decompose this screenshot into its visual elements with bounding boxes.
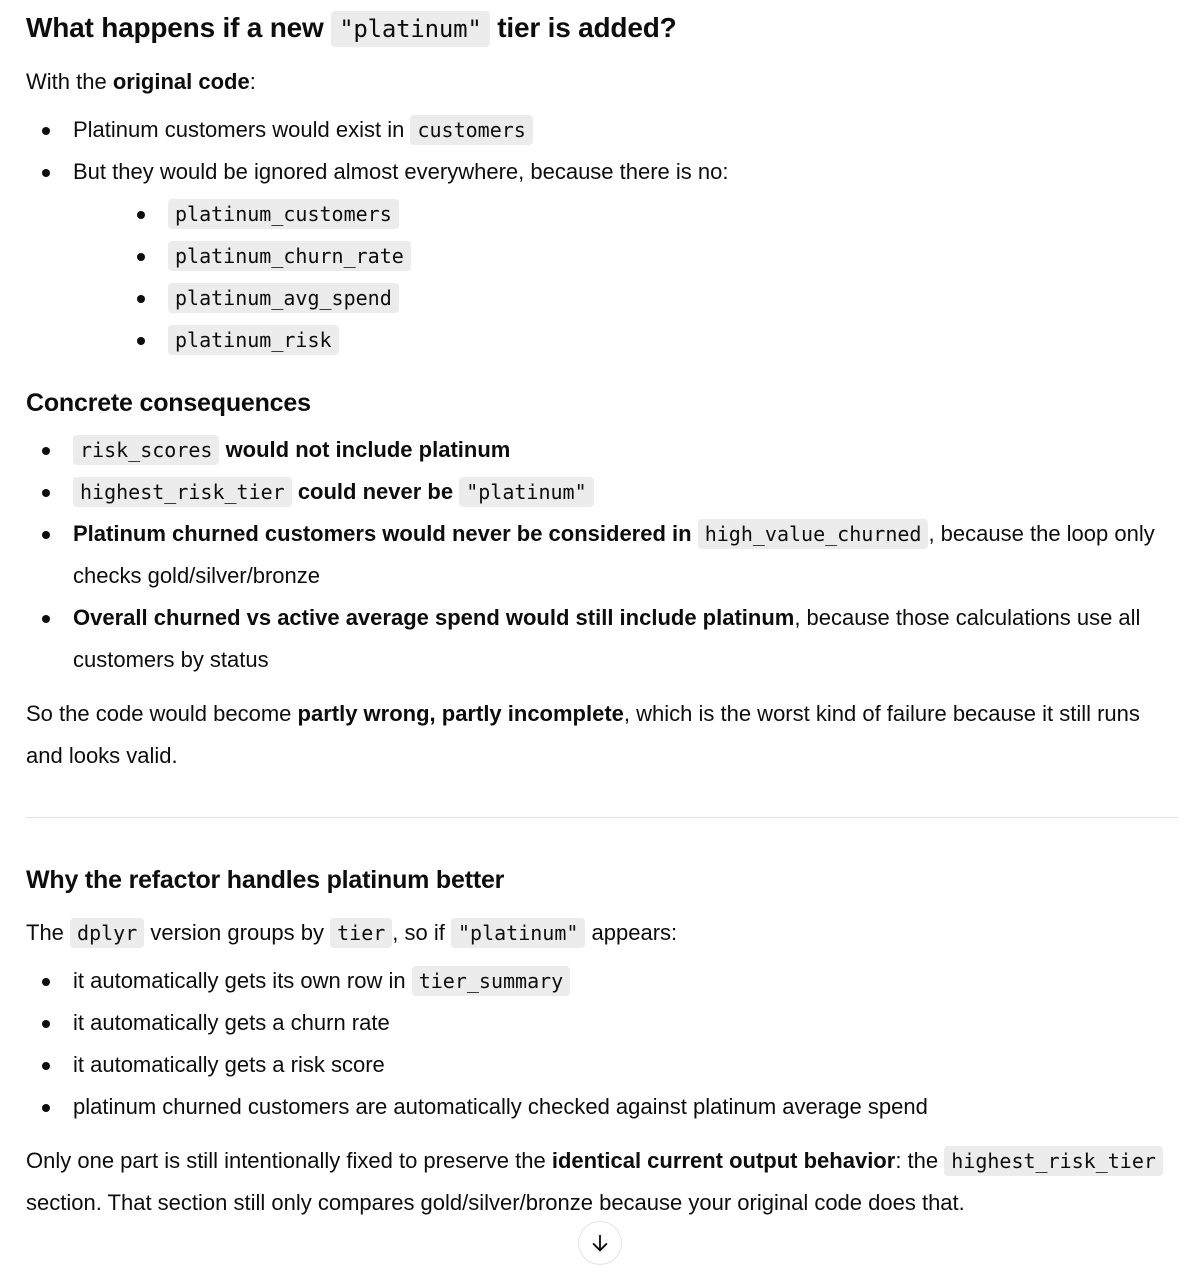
list-item: risk_scores would not include platinum	[26, 429, 1178, 471]
list-item	[73, 277, 1178, 319]
list-item: Platinum churned customers would never be considered in high_value_churned , because the loop only checks gold/silver/bronze	[26, 513, 1178, 597]
list-item: it automatically gets a risk score	[26, 1044, 1178, 1086]
inline-code: "platinum"	[451, 918, 585, 948]
heading-concrete-consequences: Concrete consequences	[26, 389, 311, 417]
list-item: it automatically gets a churn rate	[26, 1002, 1178, 1044]
inline-code: platinum_customers	[168, 199, 399, 229]
list-item: But they would be ignored almost everywhere, because there is no: platinum_customers platinum_churn_rate platinum_avg_spend platinum_risk	[26, 151, 1178, 361]
inline-code: platinum_risk	[168, 325, 339, 355]
list-item: platinum churned customers are automatically checked against platinum average spend	[26, 1086, 1178, 1128]
list-item	[73, 319, 1178, 361]
nested-bullet-list	[73, 193, 1178, 361]
inline-code: dplyr	[70, 918, 144, 948]
inline-code: "platinum"	[459, 477, 593, 507]
arrow-down-icon	[589, 1232, 611, 1254]
list-item: Overall churned vs active average spend would still include platinum, because those calculations use all customers by status	[26, 597, 1178, 681]
inline-code: highest_risk_tier	[73, 477, 292, 507]
inline-code: highest_risk_tier	[944, 1146, 1163, 1176]
list-item	[73, 235, 1178, 277]
heading-platinum-tier: What happens if a new "platinum" tier is added?	[26, 6, 1178, 51]
bullet-list	[26, 109, 1178, 361]
bullet-list	[26, 429, 1178, 681]
inline-code: customers	[410, 115, 532, 145]
inline-code: tier_summary	[412, 966, 571, 996]
final-paragraph: Only one part is still intentionally fixed to preserve the identical current output behavior: the highest_risk_tier section. That section still only compares gold/silver/bronze because your original code does that.	[26, 1140, 1178, 1224]
inline-code: high_value_churned	[698, 519, 929, 549]
scroll-to-bottom-button[interactable]	[578, 1221, 622, 1265]
inline-code: tier	[330, 918, 392, 948]
inline-code: platinum_churn_rate	[168, 241, 411, 271]
divider	[26, 817, 1178, 818]
inline-code: platinum_avg_spend	[168, 283, 399, 313]
bullet-list	[26, 960, 1178, 1128]
refactor-intro-paragraph: The dplyr version groups by tier , so if "platinum" appears:	[26, 912, 1178, 954]
intro-paragraph: With the original code:	[26, 69, 256, 94]
list-item: Platinum customers would exist in customers	[26, 109, 1178, 151]
heading-refactor-platinum: Why the refactor handles platinum better	[26, 866, 505, 894]
summary-paragraph: So the code would become partly wrong, partly incomplete, which is the worst kind of failure because it still runs and looks valid.	[26, 701, 1140, 768]
inline-code: risk_scores	[73, 435, 219, 465]
list-item: it automatically gets its own row in tier_summary	[26, 960, 1178, 1002]
list-item	[73, 193, 1178, 235]
list-item: highest_risk_tier could never be "platinum"	[26, 471, 1178, 513]
message-content	[26, 6, 1178, 1224]
inline-code: "platinum"	[331, 11, 490, 47]
